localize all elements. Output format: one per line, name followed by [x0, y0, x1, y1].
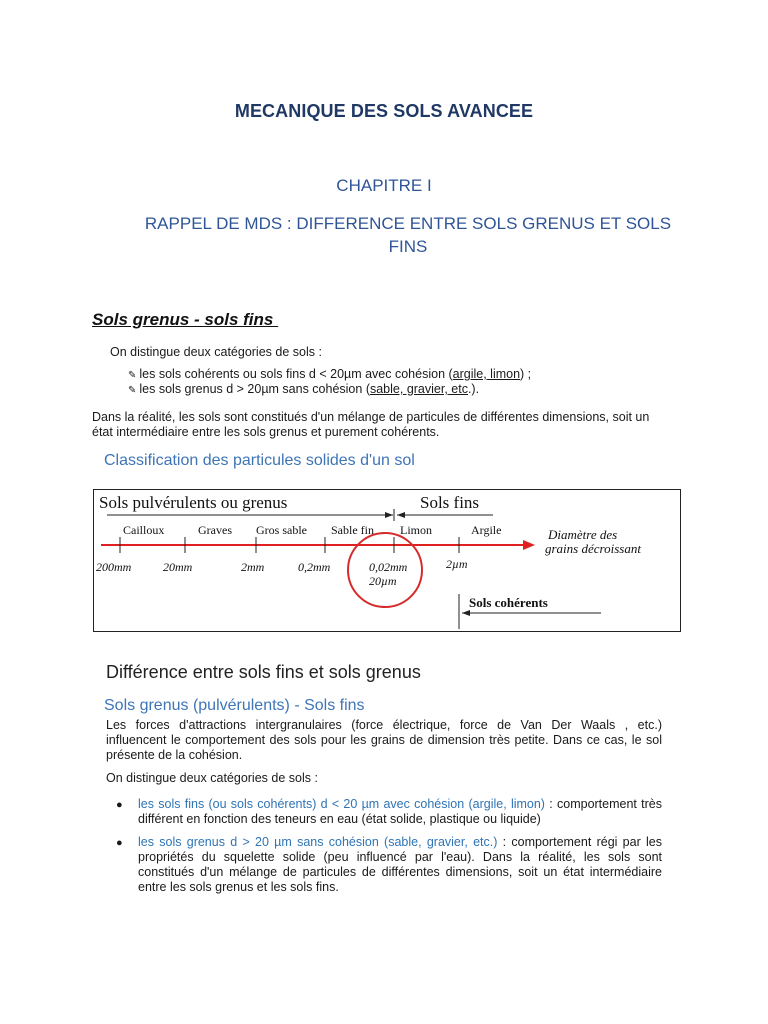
section1-item-1 [128, 367, 531, 383]
item-2-end: .). [467, 382, 480, 396]
category-label: Limon [400, 523, 432, 537]
boundary-label: 0,02mm [369, 560, 408, 574]
boundary-label: 0,2mm [298, 560, 331, 574]
group-label-grenus: Sols pulvérulents ou grenus [99, 493, 288, 512]
section2-bullet-2 [116, 835, 662, 895]
item-1-link: argile, limon [452, 367, 521, 381]
category-label: Cailloux [123, 523, 165, 537]
boundary-label: 200mm [96, 560, 132, 574]
bullet-2-line4: entre les sols grenus et les sols fins. [138, 880, 339, 894]
bullet-2-line3: constitués d'un mélange de particules de différentes dimensions, soit un état intermédiaire [138, 865, 662, 879]
bullet-dot-icon: ● [116, 837, 123, 849]
boundary-label: 2µm [446, 557, 468, 571]
item-1-end: ) ; [520, 367, 532, 381]
category-label: Argile [471, 523, 502, 537]
section1-intro: On distingue deux catégories de sols : [110, 345, 322, 359]
classification-heading: Classification des particules solides d'un sol [104, 452, 415, 469]
boundary-label: 20mm [163, 560, 193, 574]
classification-diagram [93, 489, 681, 632]
bullet-dot-icon: ● [116, 799, 123, 811]
bullet-1-rest: : comportement très [544, 797, 662, 811]
bullet-2-rest: : comportement régi par les [497, 835, 662, 849]
boundary-label: 20µm [369, 574, 397, 588]
difference-heading: Différence entre sols fins et sols grenus [106, 662, 421, 682]
section1-item-2 [128, 382, 479, 398]
bullet-2-blue: les sols grenus d > 20 µm sans cohésion (sable, gravier, etc.) [138, 835, 498, 849]
axis-label-line1: Diamètre des [548, 527, 618, 542]
bullet-2-line2: propriétés du squelette solide (peu influencé par l'eau). Dans la réalité, les sols sont [138, 850, 662, 864]
p1-line-2: influencent le comportement des sols pour les grains de dimension très petite. Dans ce cas, le sol [106, 733, 662, 747]
category-label: Gros sable [256, 523, 307, 537]
item-2-link: sable, gravier, etc [369, 382, 468, 396]
chapter-label: CHAPITRE I [336, 176, 432, 195]
section2-intro: On distingue deux catégories de sols : [106, 771, 318, 785]
pencil-bullet-icon: ✎ [128, 385, 137, 396]
item-2-text: les sols grenus d > 20µm sans cohésion ( [139, 382, 370, 396]
grenus-fins-subheading: Sols grenus (pulvérulents) - Sols fins [104, 697, 365, 714]
p1-line-1: Les forces d'attractions intergranulaires (force électrique, force de Van Der Waals , etc.) [106, 718, 662, 732]
chapter-subtitle-line1: RAPPEL DE MDS : DIFFERENCE ENTRE SOLS GRENUS ET SOLS [144, 214, 672, 233]
document-title: MECANIQUE DES SOLS AVANCEE [234, 101, 534, 121]
item-1-text: les sols cohérents ou sols fins d < 20µm avec cohésion ( [139, 367, 453, 381]
pencil-bullet-icon: ✎ [128, 370, 137, 381]
category-label: Sable fin [331, 523, 374, 537]
bullet-1-blue: les sols fins (ou sols cohérents) d < 20 µm avec cohésion (argile, limon) [138, 797, 545, 811]
boundary-label: 2mm [241, 560, 265, 574]
group-label-fins: Sols fins [420, 493, 480, 512]
chapter-subtitle [138, 212, 678, 258]
coherent-label: Sols cohérents [469, 595, 548, 610]
section2-paragraph [106, 718, 662, 763]
axis-label-line2: grains décroissant [545, 541, 641, 556]
para-line-2: état intermédiaire entre les sols grenus et purement cohérents. [92, 425, 440, 439]
category-label: Graves [198, 523, 232, 537]
para-line-1: Dans la réalité, les sols sont constitués d'un mélange de particules de différentes dimensions, soit un [92, 410, 650, 424]
section2-bullet-1 [116, 797, 662, 827]
bullet-1-line2: différent en fonction des teneurs en eau (état solide, plastique ou liquide) [138, 812, 541, 826]
p1-line-3: présente de la cohésion. [106, 748, 243, 762]
chapter-subtitle-line2: FINS [388, 237, 428, 256]
section1-paragraph [92, 410, 682, 440]
section-heading-sols: Sols grenus - sols fins [92, 310, 279, 329]
